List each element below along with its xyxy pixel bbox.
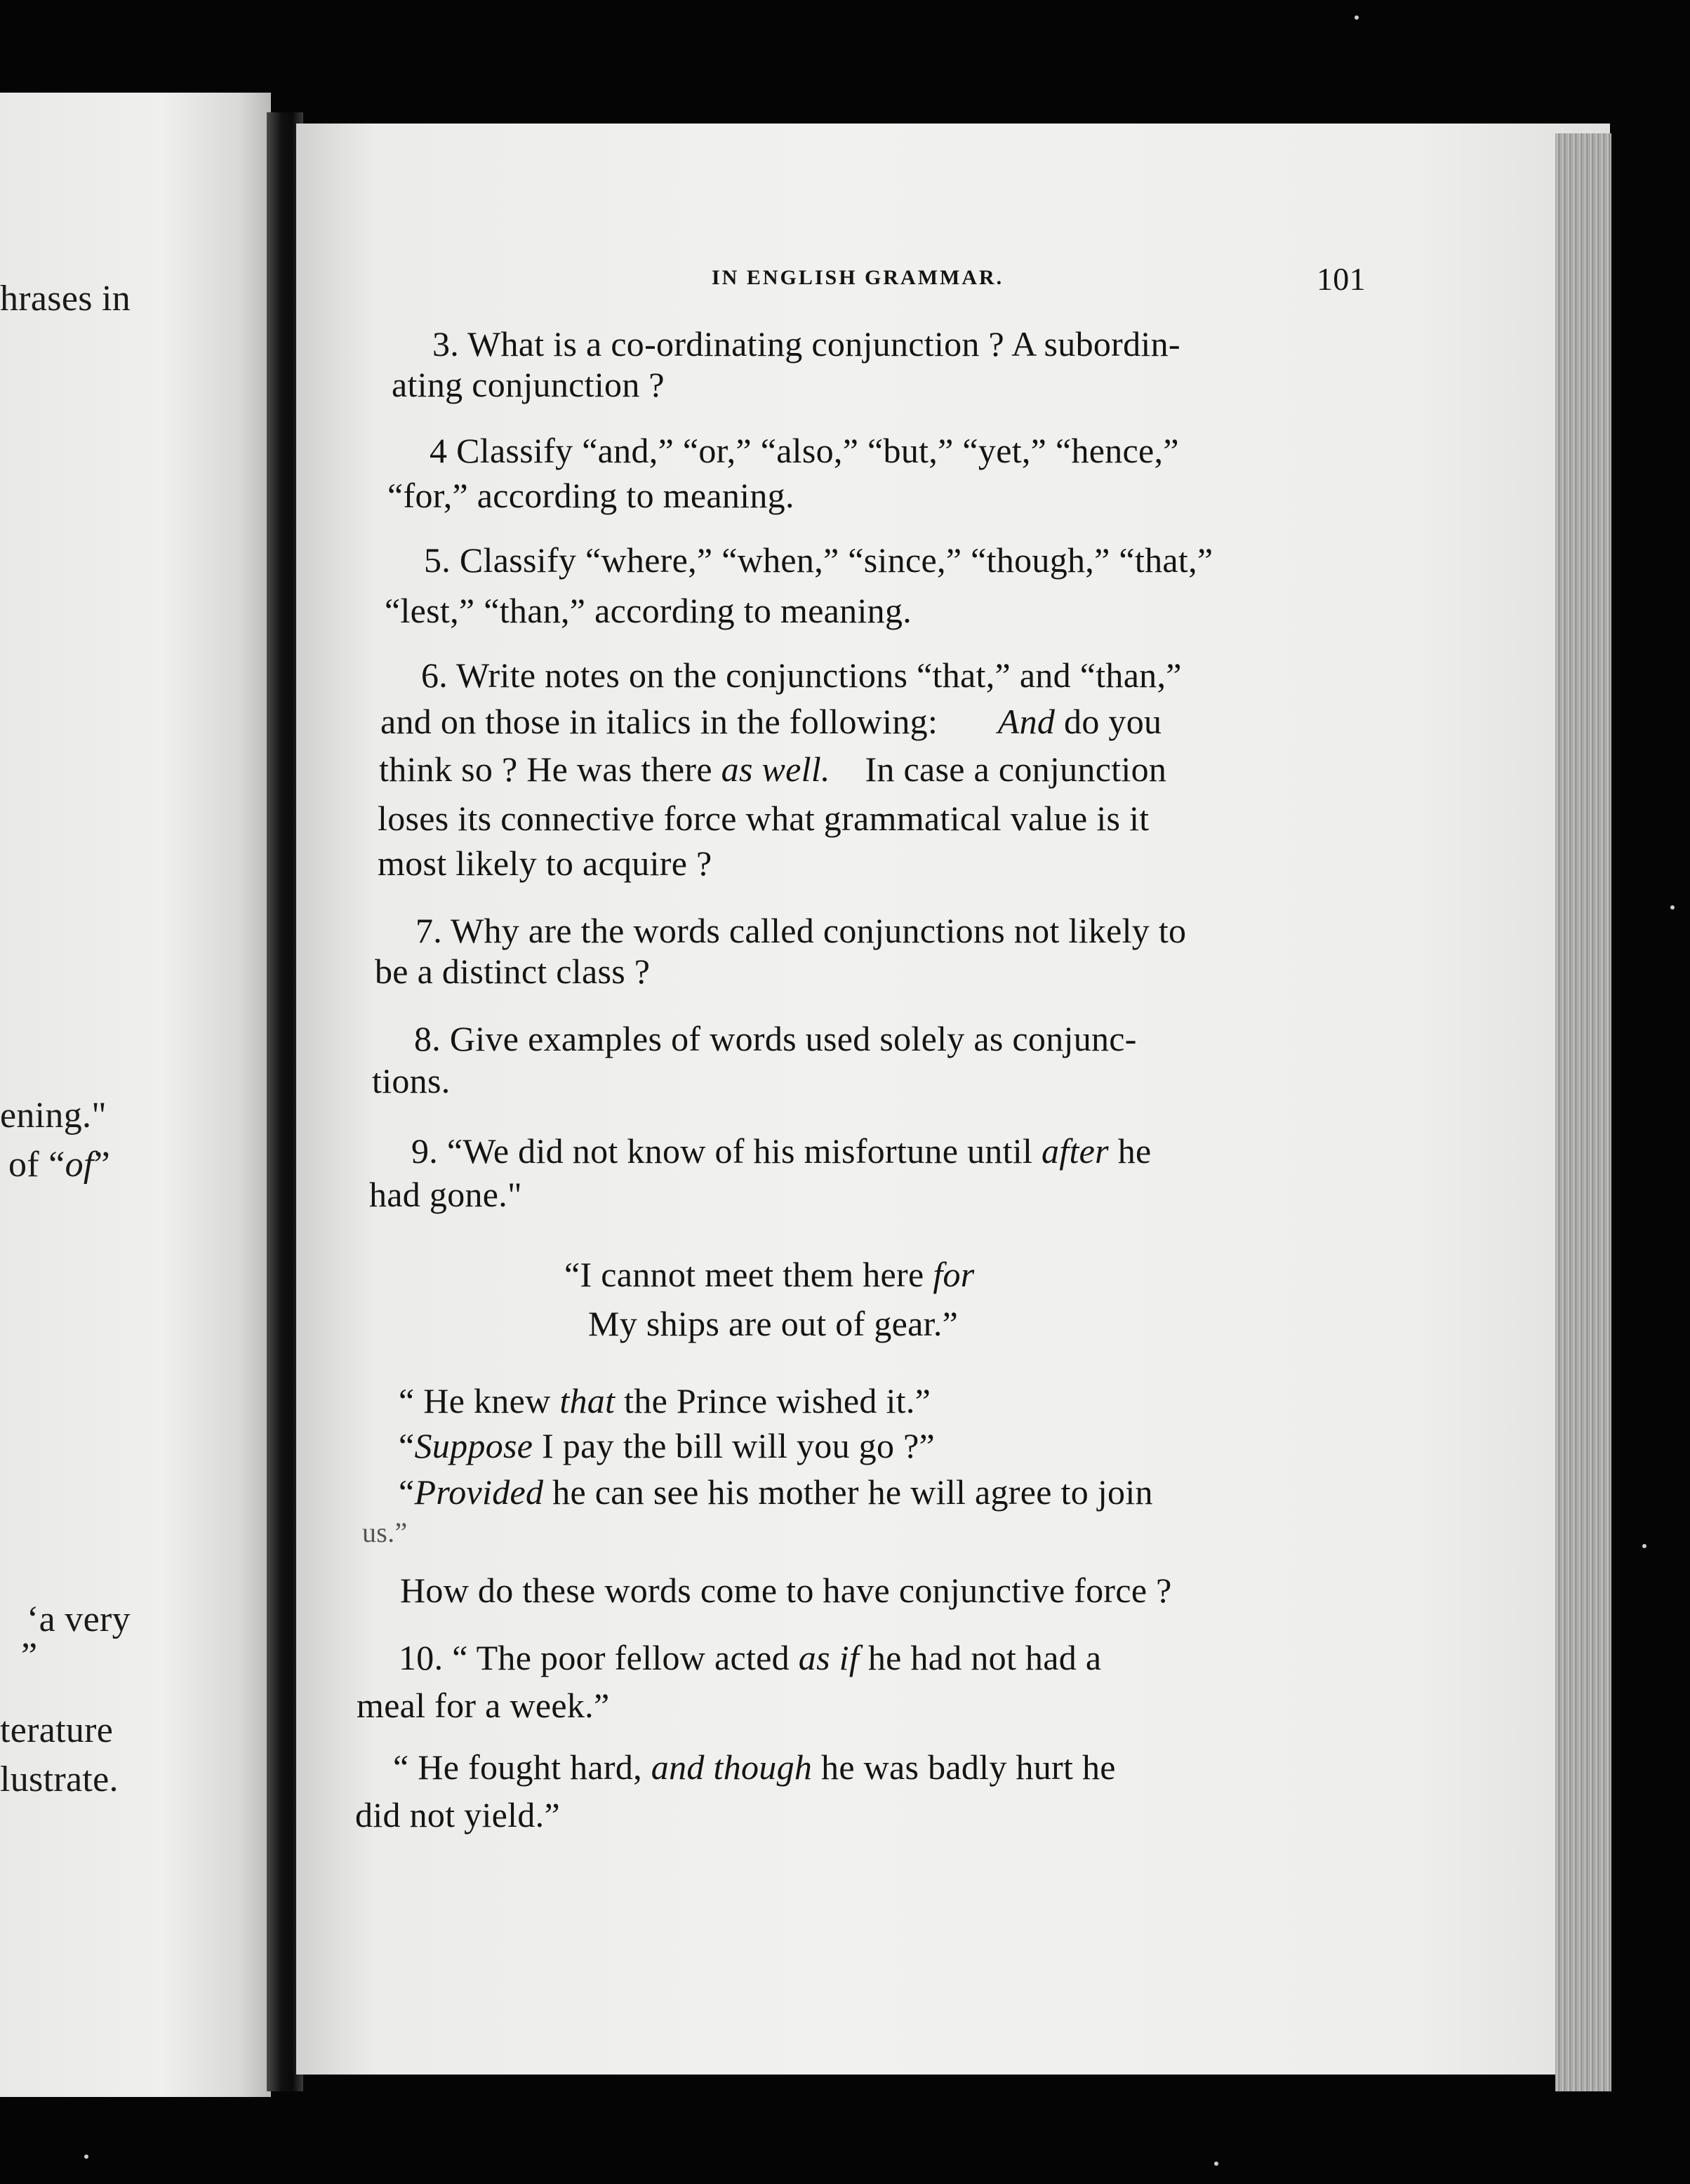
q6-line-4: loses its connective force what grammatical value is it xyxy=(378,799,1150,838)
q9-line-1: 9. “We did not know of his misfortune until after he xyxy=(411,1131,1152,1171)
left-fragment-3: of “of” xyxy=(8,1145,111,1185)
q9-example-3: “Provided he can see his mother he will agree to join xyxy=(399,1472,1153,1512)
q9-verse-1: “I cannot meet them here for xyxy=(564,1255,975,1294)
page-number: 101 xyxy=(1317,261,1366,297)
q4-line-2: “for,” according to meaning. xyxy=(387,476,794,515)
q9-example-1: “ He knew that the Prince wished it.” xyxy=(399,1381,931,1420)
q4-line-1: 4 Classify “and,” “or,” “also,” “but,” “yet,” “hence,” xyxy=(430,431,1179,470)
q10-line-2: meal for a week.” xyxy=(357,1686,610,1725)
scan-speck xyxy=(1642,1544,1646,1548)
q7-line-1: 7. Why are the words called conjunctions not likely to xyxy=(415,911,1187,950)
q6-line-3: think so ? He was there as well. In case a conjunction xyxy=(379,750,1167,789)
left-fragment-7: lustrate. xyxy=(0,1759,119,1799)
page-edges xyxy=(1555,133,1611,2091)
left-fragment-6: terature xyxy=(0,1710,114,1750)
q3-line-1: 3. What is a co-ordinating conjunction ? A subordin- xyxy=(432,324,1180,364)
q6-line-2: and on those in italics in the following: And do you xyxy=(380,702,1162,741)
q10-line-4: did not yield.” xyxy=(355,1795,560,1835)
running-title: IN ENGLISH GRAMMAR. xyxy=(712,266,1004,289)
left-fragment-4: ‘a very xyxy=(27,1599,131,1639)
q10-line-3: “ He fought hard, and though he was badly hurt he xyxy=(393,1747,1116,1787)
left-fragment-1: hrases in xyxy=(0,279,131,319)
q9-example-2: “Suppose I pay the bill will you go ?” xyxy=(399,1426,936,1465)
q8-line-1: 8. Give examples of words used solely as conjunc- xyxy=(414,1019,1137,1058)
q9-question: How do these words come to have conjunctive force ? xyxy=(400,1571,1172,1610)
left-fragment-2: ening." xyxy=(0,1096,107,1136)
q9-example-3-end: us.” xyxy=(362,1517,408,1548)
q3-line-2: ating conjunction ? xyxy=(392,365,665,404)
q9-verse-2: My ships are out of gear.” xyxy=(588,1304,959,1343)
q9-line-2: had gone." xyxy=(369,1175,522,1214)
q7-line-2: be a distinct class ? xyxy=(375,952,651,991)
q8-line-2: tions. xyxy=(372,1061,451,1100)
q10-line-1: 10. “ The poor fellow acted as if he had not had a xyxy=(399,1638,1102,1677)
scan-speck xyxy=(1214,2162,1218,2166)
scan-speck xyxy=(1670,905,1675,910)
scan-speck xyxy=(1355,15,1359,20)
q5-line-2: “lest,” “than,” according to meaning. xyxy=(385,591,912,630)
left-fragment-5: ” xyxy=(21,1636,38,1676)
scan-speck xyxy=(84,2155,88,2159)
q6-line-5: most likely to acquire ? xyxy=(378,844,712,883)
q5-line-1: 5. Classify “where,” “when,” “since,” “though,” “that,” xyxy=(424,540,1213,580)
q6-line-1: 6. Write notes on the conjunctions “that,” and “than,” xyxy=(421,655,1182,695)
